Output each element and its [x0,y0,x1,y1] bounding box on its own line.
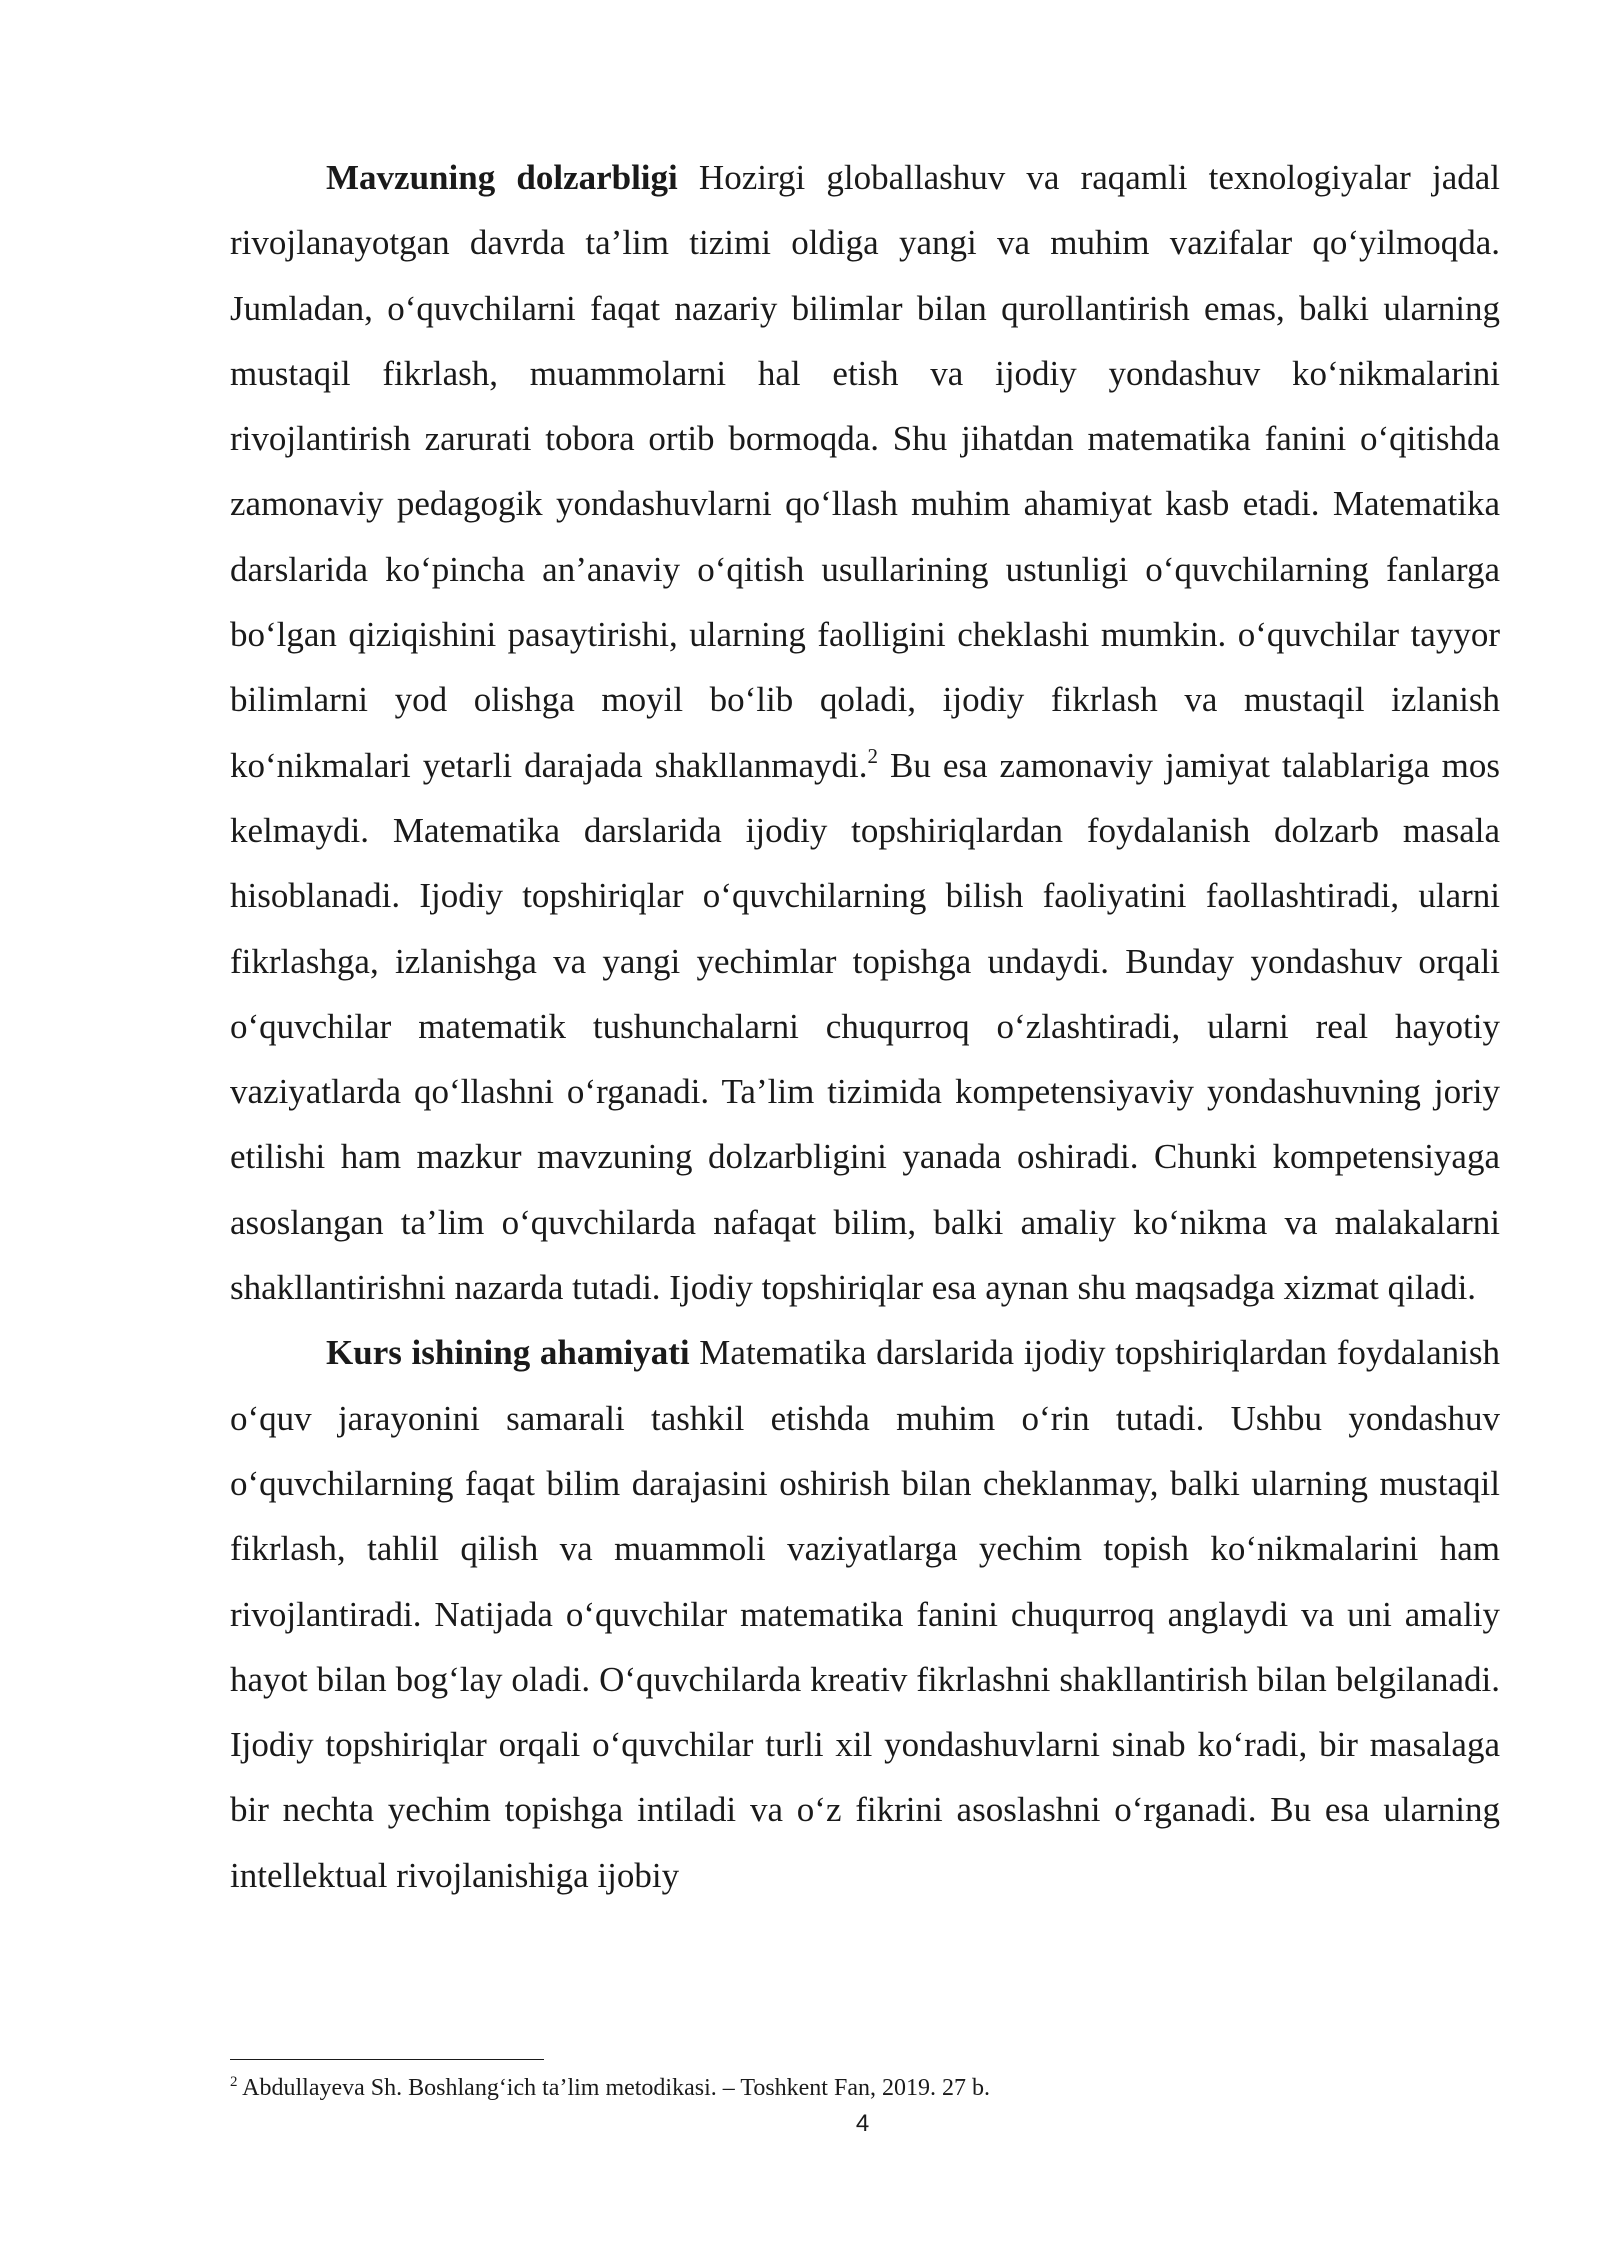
footnote-separator [230,2059,544,2060]
footnote-text: Abdullayeva Sh. Boshlang‘ich ta’lim metodikasi. – Toshkent Fan, 2019. 27 b. [237,2075,990,2101]
paragraph-text: Hozirgi globallashuv va raqamli texnologiyalar jadal rivojlanayotgan davrda ta’lim tizimi oldiga yangi va muhim vazifalar qo‘yilmoqda. Jumladan, o‘quvchilarni faqat nazariy bilimlar bilan qurollantirish emas, balki ularning mustaqil fikrlash, muammolarni hal etish va ijodiy yondashuv ko‘nikmalarini rivojlantirish zarurati tobora ortib bormoqda. Shu jihatdan matematika fanini o‘qitishda zamonaviy pedagogik yondashuvlarni qo‘llash muhim ahamiyat kasb etadi. Matematika darslarida ko‘pincha an’anaviy o‘qitish usullarining ustunligi o‘quvchilarning fanlarga bo‘lgan qiziqishini pasaytirishi, ularning faolligini cheklashi mumkin. o‘quvchilar tayyor bilimlarni yod olishga moyil bo‘lib qoladi, ijodiy fikrlash va mustaqil izlanish ko‘nikmalari yetarli darajada shakllanmaydi. [230,158,1501,785]
paragraph-text: Matematika darslarida ijodiy topshiriqlardan foydalanish o‘quv jarayonini samarali tashkil etishda muhim o‘rin tutadi. Ushbu yondashuv o‘quvchilarning faqat bilim darajasini oshirish bilan cheklanmay, balki ularning mustaqil fikrlash, tahlil qilish va muammoli vaziyatlarga yechim topish ko‘nikmalarini ham rivojlantiradi. Natijada o‘quvchilar matematika fanini chuqurroq anglaydi va uni amaliy hayot bilan bog‘lay oladi. O‘quvchilarda kreativ fikrlashni shakllantirish bilan belgilanadi. Ijodiy topshiriqlar orqali o‘quvchilar turli xil yondashuvlarni sinab ko‘radi, bir masalaga bir nechta yechim topishga intiladi va o‘z fikrini asoslashni o‘rganadi. Bu esa ularning intellektual rivojlanishiga ijobiy [230,1333,1500,1895]
footnote-reference[interactable]: 2 [867,743,879,768]
paragraph-heading-relevance: Mavzuning dolzarbligi [326,158,678,197]
body-text [230,145,1500,1908]
page-number: 4 [855,2110,870,2137]
footnote [230,2073,1500,2103]
paragraph-text: Bu esa zamonaviy jamiyat talablariga mos kelmaydi. Matematika darslarida ijodiy topshiriqlardan foydalanish dolzarb masala hisoblanadi. Ijodiy topshiriqlar o‘quvchilarning bilish faoliyatini faollashtiradi, ularni fikrlashga, izlanishga va yangi yechimlar topishga undaydi. Bunday yondashuv orqali o‘quvchilar matematik tushunchalarni chuqurroq o‘zlashtiradi, ularni real hayotiy vaziyatlarda qo‘llashni o‘rganadi. Ta’lim tizimida kompetensiyaviy yondashuvning joriy etilishi ham mazkur mavzuning dolzarbligini yanada oshiradi. Chunki kompetensiyaga asoslangan ta’lim o‘quvchilarda nafaqat bilim, balki amaliy ko‘nikma va malakalarni shakllantirishni nazarda tutadi. Ijodiy topshiriqlar esa aynan shu maqsadga xizmat qiladi. [230,745,1500,1308]
paragraph-relevance [230,145,1500,1320]
paragraph-significance [230,1320,1500,1908]
paragraph-heading-significance: Kurs ishining ahamiyati [326,1333,690,1373]
footnote-number: 2 [230,2074,238,2090]
